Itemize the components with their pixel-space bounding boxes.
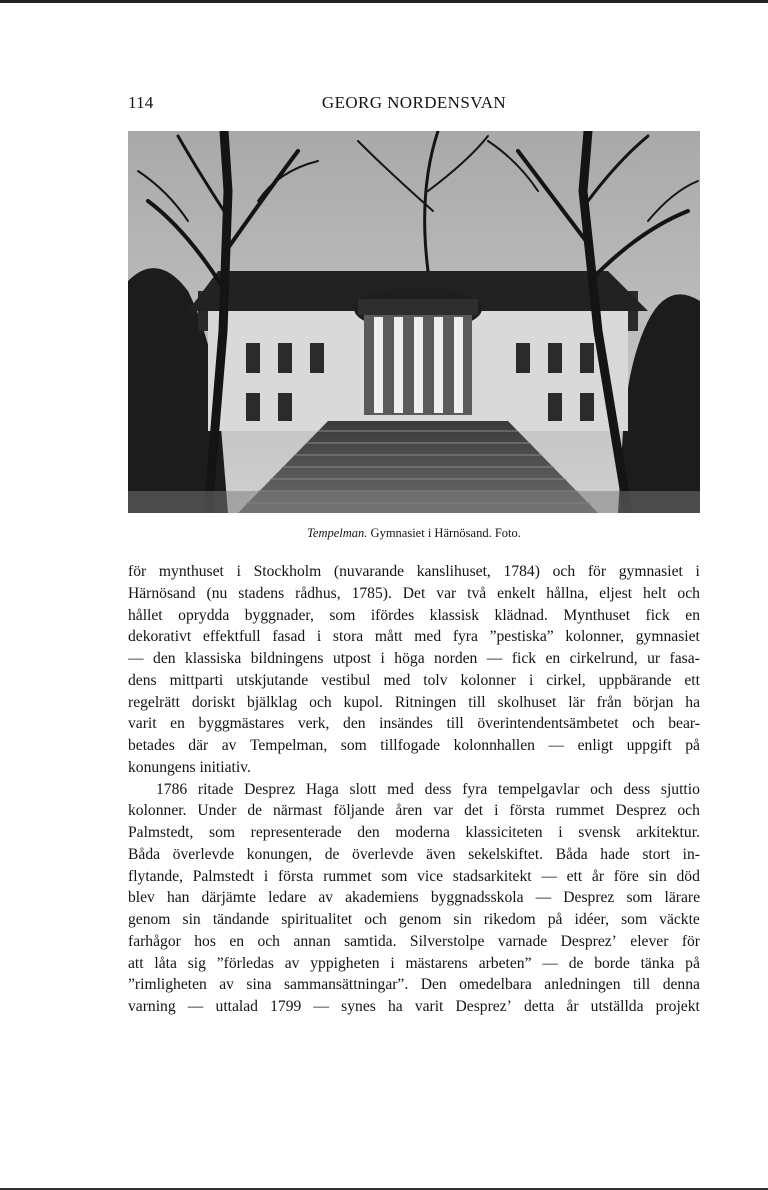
figure-caption	[128, 526, 700, 541]
body-text	[128, 561, 700, 1018]
text-line: Båda överlevde konungen, de överlevde även sekelskiftet. Båda hade stort in-	[128, 845, 700, 863]
text-line: Härnösand (nu stadens rådhus, 1785). Det var två enkelt hållna, eljest helt och	[128, 584, 700, 602]
text-line: — den klassiska bildningens utpost i höga norden — fick en cirkelrund, ur fasa-	[128, 650, 700, 667]
building-photograph	[128, 131, 700, 513]
text-line: 1786 ritade Desprez Haga slott med dess fyra tempelgavlar och dess sjuttio	[156, 780, 700, 798]
caption-text: Gymnasiet i Härnösand. Foto.	[370, 526, 521, 540]
text-line: ”rimligheten av sina sammansättningar”. Den omedelbara anledningen till denna	[128, 976, 700, 994]
text-line: betades där av Tempelman, som tillfogade kolonnhallen — enligt uppgift på	[128, 737, 700, 754]
text-line: regelrätt doriskt bjälklag och kupol. Ritningen till skolhuset lär från början ha	[128, 693, 700, 711]
text-line: för mynthuset i Stockholm (nuvarande kanslihuset, 1784) och för gymnasiet i	[128, 563, 700, 580]
text-line: hållet oprydda byggnader, som ifördes klassisk klädnad. Mynthuset fick en	[128, 606, 700, 624]
text-line: att låta sig ”förledas av yppigheten i mästarens arbeten” — de borde tänka på	[128, 954, 700, 972]
text-line: Palmstedt, som representerade den moderna klassiciteten i svensk arkitektur.	[128, 824, 700, 841]
text-line: varit en byggmästares verk, den insändes till överintendentsämbetet och bear-	[128, 715, 700, 733]
text-line: konungens initiativ.	[128, 758, 251, 776]
text-line: dens mittparti utskjutande vestibul med tolv kolonner i cirkel, uppbärande ett	[128, 671, 700, 689]
text-line: varning — uttalad 1799 — synes ha varit Desprez’ detta år utställda projekt	[128, 998, 700, 1015]
running-head: GEORG NORDENSVAN	[321, 93, 507, 112]
page-number: 114	[128, 93, 154, 112]
page-top-rule	[0, 0, 768, 3]
page-header	[128, 88, 700, 114]
text-line: dekorativt effektfull fasad i stora mått med fyra ”pestiska” kolonner, gymnasiet	[128, 628, 700, 646]
text-line: kolonner. Under de närmast följande åren var det i första rummet Desprez och	[128, 802, 700, 820]
caption-author: Tempelman.	[307, 526, 368, 540]
paragraph-1	[128, 561, 700, 779]
text-line: farhågor hos en och annan samtida. Silverstolpe varnade Desprez’ elever för	[128, 932, 700, 950]
text-line: flytande, Palmstedt i första rummet som vice stadsarkitekt — ett år före sin död	[128, 867, 700, 885]
text-line: genom sin tändande spiritualitet och genom sin rikedom på idéer, som väckte	[128, 911, 700, 928]
text-line: blev han därjämte ledare av akademiens byggnadsskola — Desprez som lärare	[128, 889, 700, 907]
paragraph-2	[128, 779, 700, 1018]
